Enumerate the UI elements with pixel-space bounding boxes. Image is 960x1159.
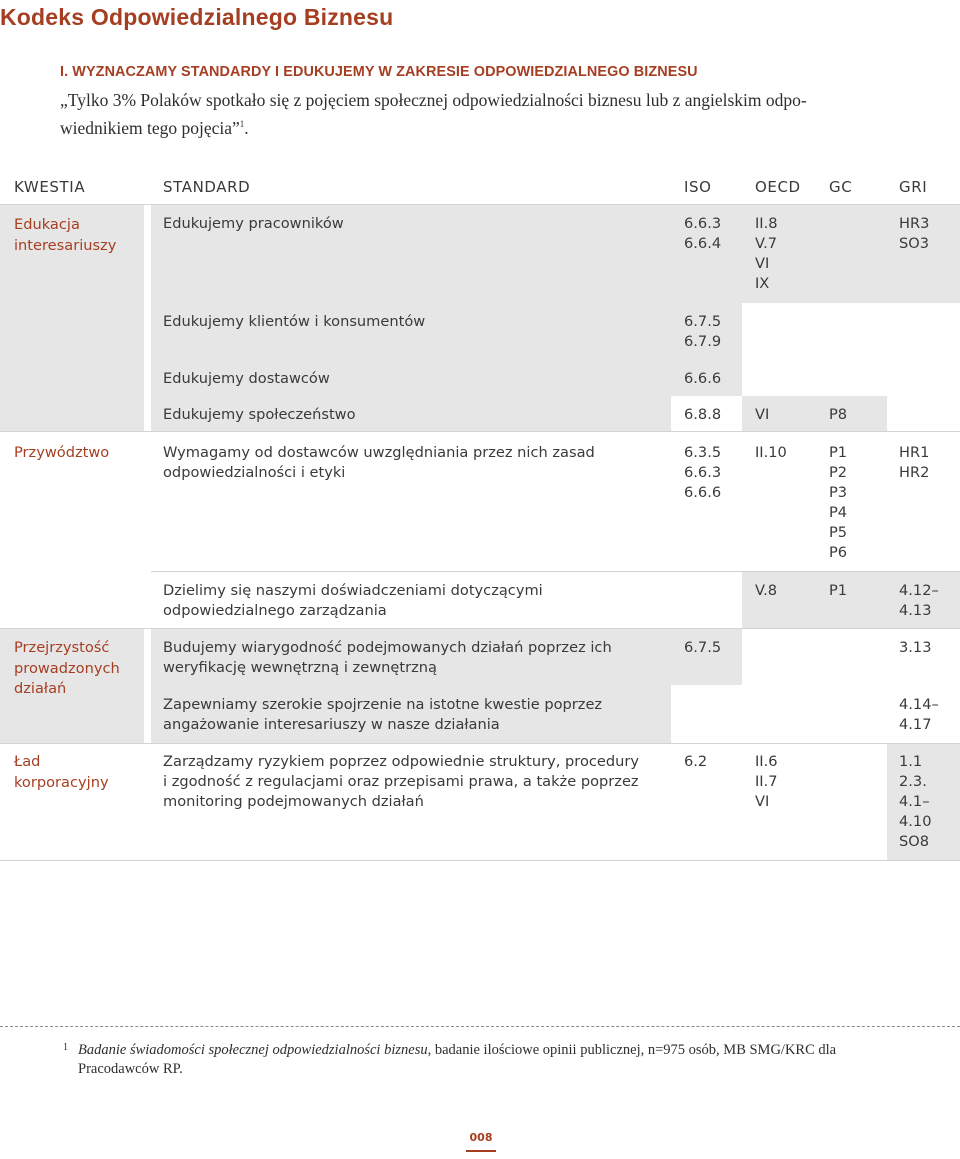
gri-cell: 1.1 2.3. 4.1– 4.10 SO8 bbox=[899, 753, 932, 850]
footnote-rest: , badanie ilościowe opinii publicznej, n=975 osób, MB SMG/KRC dla Pracodawców RP. bbox=[78, 1042, 837, 1077]
standard-cell: Wymagamy od dostawców uwzględniania przez nich zasad odpowiedzialności i etyki bbox=[163, 444, 595, 481]
iso-cell: 6.6.6 bbox=[684, 370, 722, 387]
intro-paragraph bbox=[60, 88, 940, 140]
intro-line-2: wiednikiem tego pojęcia” bbox=[60, 118, 240, 138]
header-gri: GRI bbox=[899, 178, 928, 196]
gc-cell: P1 P2 P3 P4 P5 P6 bbox=[829, 444, 848, 561]
standard-cell: Budujemy wiarygodność podejmowanych działań poprzez ich weryfikację wewnętrzną i zewnętrzną bbox=[163, 639, 612, 676]
row-divider bbox=[0, 204, 960, 205]
issue-label: Ład korporacyjny bbox=[14, 753, 109, 791]
row-divider bbox=[0, 431, 960, 432]
standard-cell: Zarządzamy ryzykiem poprzez odpowiednie struktury, procedury i zgodność z regulacjami oraz przepisami prawa, a także poprzez monitoring podejmowanych działań bbox=[163, 753, 640, 810]
oecd-cell: VI bbox=[755, 406, 770, 423]
header-kwestia: KWESTIA bbox=[14, 178, 86, 196]
footnote-separator bbox=[0, 1026, 960, 1027]
standard-cell: Edukujemy klientów i konsumentów bbox=[163, 313, 426, 330]
iso-cell: 6.6.3 6.6.4 bbox=[684, 215, 722, 252]
issue-label: Przywództwo bbox=[14, 444, 110, 461]
row-divider bbox=[151, 571, 960, 572]
oecd-cell: II.10 bbox=[755, 444, 787, 461]
iso-cell: 6.7.5 bbox=[684, 639, 722, 656]
document-title: Kodeks Odpowiedzialnego Biznesu bbox=[0, 4, 394, 30]
row-divider bbox=[0, 860, 960, 861]
iso-cell: 6.2 bbox=[684, 753, 708, 770]
footnote-text bbox=[78, 1041, 918, 1079]
iso-cell: 6.3.5 6.6.3 6.6.6 bbox=[684, 444, 722, 501]
gc-cell: P8 bbox=[829, 406, 848, 423]
gc-cell: P1 bbox=[829, 582, 848, 599]
issue-label: Edukacja interesariuszy bbox=[14, 216, 117, 254]
intro-end: . bbox=[244, 118, 249, 138]
standard-cell: Edukujemy pracowników bbox=[163, 215, 344, 232]
footnote-source-title: Badanie świadomości społecznej odpowiedzialności biznesu bbox=[78, 1042, 428, 1058]
header-iso: ISO bbox=[684, 178, 712, 196]
issue-label: Przejrzystość prowadzonych działań bbox=[14, 639, 120, 697]
gri-cell: 4.12– 4.13 bbox=[899, 582, 939, 619]
oecd-cell: II.8 V.7 VI IX bbox=[755, 215, 778, 292]
footnote-ref: 1 bbox=[239, 119, 245, 129]
standard-cell: Edukujemy dostawców bbox=[163, 370, 330, 387]
page-number-underline bbox=[466, 1150, 496, 1152]
standard-cell: Zapewniamy szerokie spojrzenie na istotne kwestie poprzez angażowanie interesariuszy w nasze działania bbox=[163, 696, 603, 733]
header-gc: GC bbox=[829, 178, 853, 196]
row-divider bbox=[0, 628, 960, 629]
gri-cell: 3.13 bbox=[899, 639, 932, 656]
iso-cell: 6.7.5 6.7.9 bbox=[684, 313, 722, 350]
header-standard: STANDARD bbox=[163, 178, 251, 196]
row-divider bbox=[0, 743, 960, 744]
standard-cell: Dzielimy się naszymi doświadczeniami dotyczącymi odpowiedzialnego zarządzania bbox=[163, 582, 543, 619]
page-number: 008 bbox=[469, 1131, 493, 1144]
section-heading: I. WYZNACZAMY STANDARDY I EDUKUJEMY W ZAKRESIE ODPOWIEDZIALNEGO BIZNESU bbox=[60, 64, 698, 80]
gri-cell: HR3 SO3 bbox=[899, 215, 930, 252]
standard-cell: Edukujemy społeczeństwo bbox=[163, 406, 356, 423]
iso-cell: 6.8.8 bbox=[684, 406, 722, 423]
oecd-cell: V.8 bbox=[755, 582, 778, 599]
intro-line-1: „Tylko 3% Polaków spotkało się z pojęciem społecznej odpowiedzialności biznesu lub z angielskim odpo- bbox=[60, 90, 807, 110]
footnote-mark: 1 bbox=[63, 1042, 68, 1053]
gri-cell: HR1 HR2 bbox=[899, 444, 930, 481]
oecd-cell: II.6 II.7 VI bbox=[755, 753, 778, 810]
gri-cell: 4.14– 4.17 bbox=[899, 696, 939, 733]
header-oecd: OECD bbox=[755, 178, 801, 196]
